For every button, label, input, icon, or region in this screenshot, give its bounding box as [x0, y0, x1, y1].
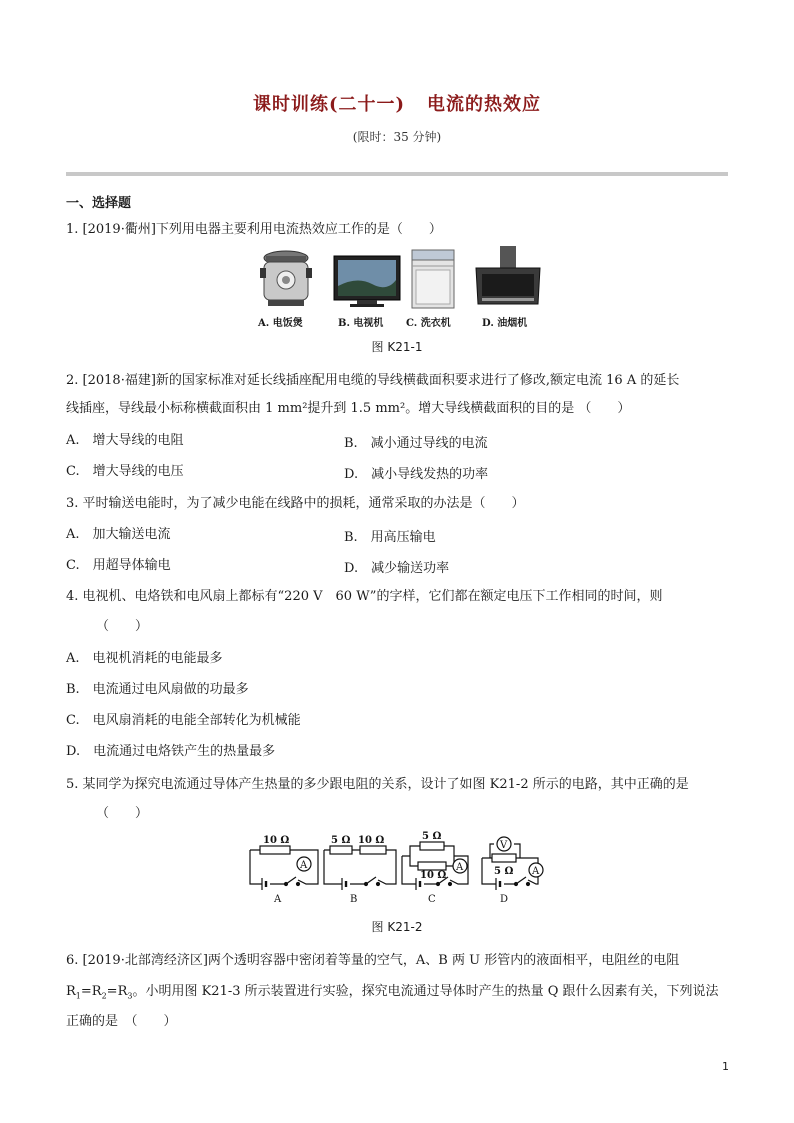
- circuit-d-ammeter-label: A: [532, 866, 540, 877]
- q6-stem-line2-rest: 。小明用图 K21-3 所示装置进行实验，探究电流通过导体时产生的热量 Q 跟什么因素有关，下列说法: [132, 984, 719, 999]
- washing-machine-image: [408, 246, 458, 312]
- q3-option-c: C. 用超导体输电: [66, 558, 171, 573]
- q2-option-d: D. 减小导线发热的功率: [344, 467, 489, 482]
- q2-option-b: B. 减小通过导线的电流: [344, 436, 488, 451]
- q6-r3-sub: 3: [127, 991, 133, 1001]
- circuit-c-ammeter-label: A: [456, 862, 464, 873]
- q6-stem-line3: 正确的是 （ ）: [66, 1014, 177, 1029]
- television-image: [332, 246, 402, 310]
- q3-option-b: B. 用高压输电: [344, 530, 436, 545]
- q5-figure-caption: 图 K21-2: [371, 920, 423, 934]
- q6-stem-line1: 6. [2019·北部湾经济区]两个透明容器中密闭着等量的空气，A、B 两 U 形管内的液面相平，电阻丝的电阻: [66, 953, 680, 968]
- label-range-hood: D. 油烟机: [482, 318, 528, 329]
- circuit-c-name: C: [428, 894, 436, 905]
- q5-circuit-figure: [246, 830, 551, 906]
- page-title: [0, 90, 794, 116]
- q3-option-a: A. 加大输送电流: [66, 527, 171, 542]
- page-number: 1: [722, 1060, 729, 1073]
- label-television: B. 电视机: [338, 318, 384, 329]
- q2-option-a: A. 增大导线的电阻: [66, 433, 184, 448]
- q2-stem-line1: 2. [2018·福建]新的国家标准对延长线插座配用电缆的导线横截面积要求进行了修改,额定电流 16 A 的延长: [66, 373, 680, 388]
- title-main: 课时训练(二十一): [252, 94, 406, 115]
- q6-r1-sub: 1: [75, 991, 81, 1001]
- title-topic: 电流的热效应: [427, 94, 542, 115]
- circuit-d-resistor-label: 5 Ω: [494, 866, 514, 877]
- q4-option-c: C. 电风扇消耗的电能全部转化为机械能: [66, 713, 301, 728]
- section-heading: 一、选择题: [66, 196, 132, 211]
- circuit-b: [324, 846, 396, 890]
- q6-r2: =R: [80, 984, 102, 999]
- q1-figure-caption: 图 K21-1: [371, 340, 423, 354]
- q6-r1: R: [66, 984, 76, 999]
- q3-stem: 3. 平时输送电能时，为了减少电能在线路中的损耗，通常采取的办法是（ ）: [66, 496, 525, 511]
- rice-cooker-image: [256, 246, 316, 310]
- circuit-d: [482, 837, 543, 890]
- q4-option-d: D. 电流通过电烙铁产生的热量最多: [66, 744, 276, 759]
- q6-stem-line2: [66, 983, 719, 1006]
- q5-stem-line2: （ ）: [96, 806, 149, 821]
- circuit-a-resistor-label: 10 Ω: [263, 835, 290, 846]
- circuit-d-name: D: [500, 894, 509, 905]
- circuit-d-voltmeter-label: V: [500, 840, 508, 851]
- q6-r2-sub: 2: [101, 991, 107, 1001]
- q5-stem-line1: 5. 某同学为探究电流通过导体产生热量的多少跟电阻的关系，设计了如图 K21-2 所示的电路，其中正确的是: [66, 777, 689, 792]
- label-rice-cooker: A. 电饭煲: [258, 318, 303, 329]
- circuit-b-resistor2-label: 10 Ω: [358, 835, 385, 846]
- q2-option-c: C. 增大导线的电压: [66, 464, 184, 479]
- q1-stem: 1. [2019·衢州]下列用电器主要利用电流热效应工作的是（ ）: [66, 222, 442, 237]
- circuit-c-resistor2-label: 10 Ω: [420, 870, 447, 881]
- circuit-b-resistor1-label: 5 Ω: [331, 835, 351, 846]
- q3-option-d: D. 减少输送功率: [344, 561, 450, 576]
- q1-figure: [256, 246, 546, 332]
- q2-stem-line2: 线插座，导线最小标称横截面积由 1 mm²提升到 1.5 mm²。增大导线横截面积的目的是 （ ）: [66, 401, 631, 416]
- label-washing-machine: C. 洗衣机: [406, 318, 451, 329]
- circuit-a-name: A: [274, 894, 282, 905]
- q4-stem-line2: （ ）: [96, 619, 149, 634]
- q4-option-b: B. 电流通过电风扇做的功最多: [66, 682, 249, 697]
- circuit-c-resistor1-label: 5 Ω: [422, 831, 442, 842]
- circuit-a: [250, 846, 318, 890]
- q4-option-a: A. 电视机消耗的电能最多: [66, 651, 223, 666]
- q6-r3: =R: [106, 984, 128, 999]
- header-divider: [66, 172, 728, 176]
- time-limit: (限时：35 分钟): [352, 130, 442, 144]
- q4-stem-line1: 4. 电视机、电烙铁和电风扇上都标有“220 V 60 W”的字样，它们都在额定电压下工作相同的时间，则: [66, 589, 663, 604]
- circuit-b-name: B: [350, 894, 358, 905]
- range-hood-image: [470, 246, 546, 310]
- circuit-a-ammeter-label: A: [300, 860, 308, 871]
